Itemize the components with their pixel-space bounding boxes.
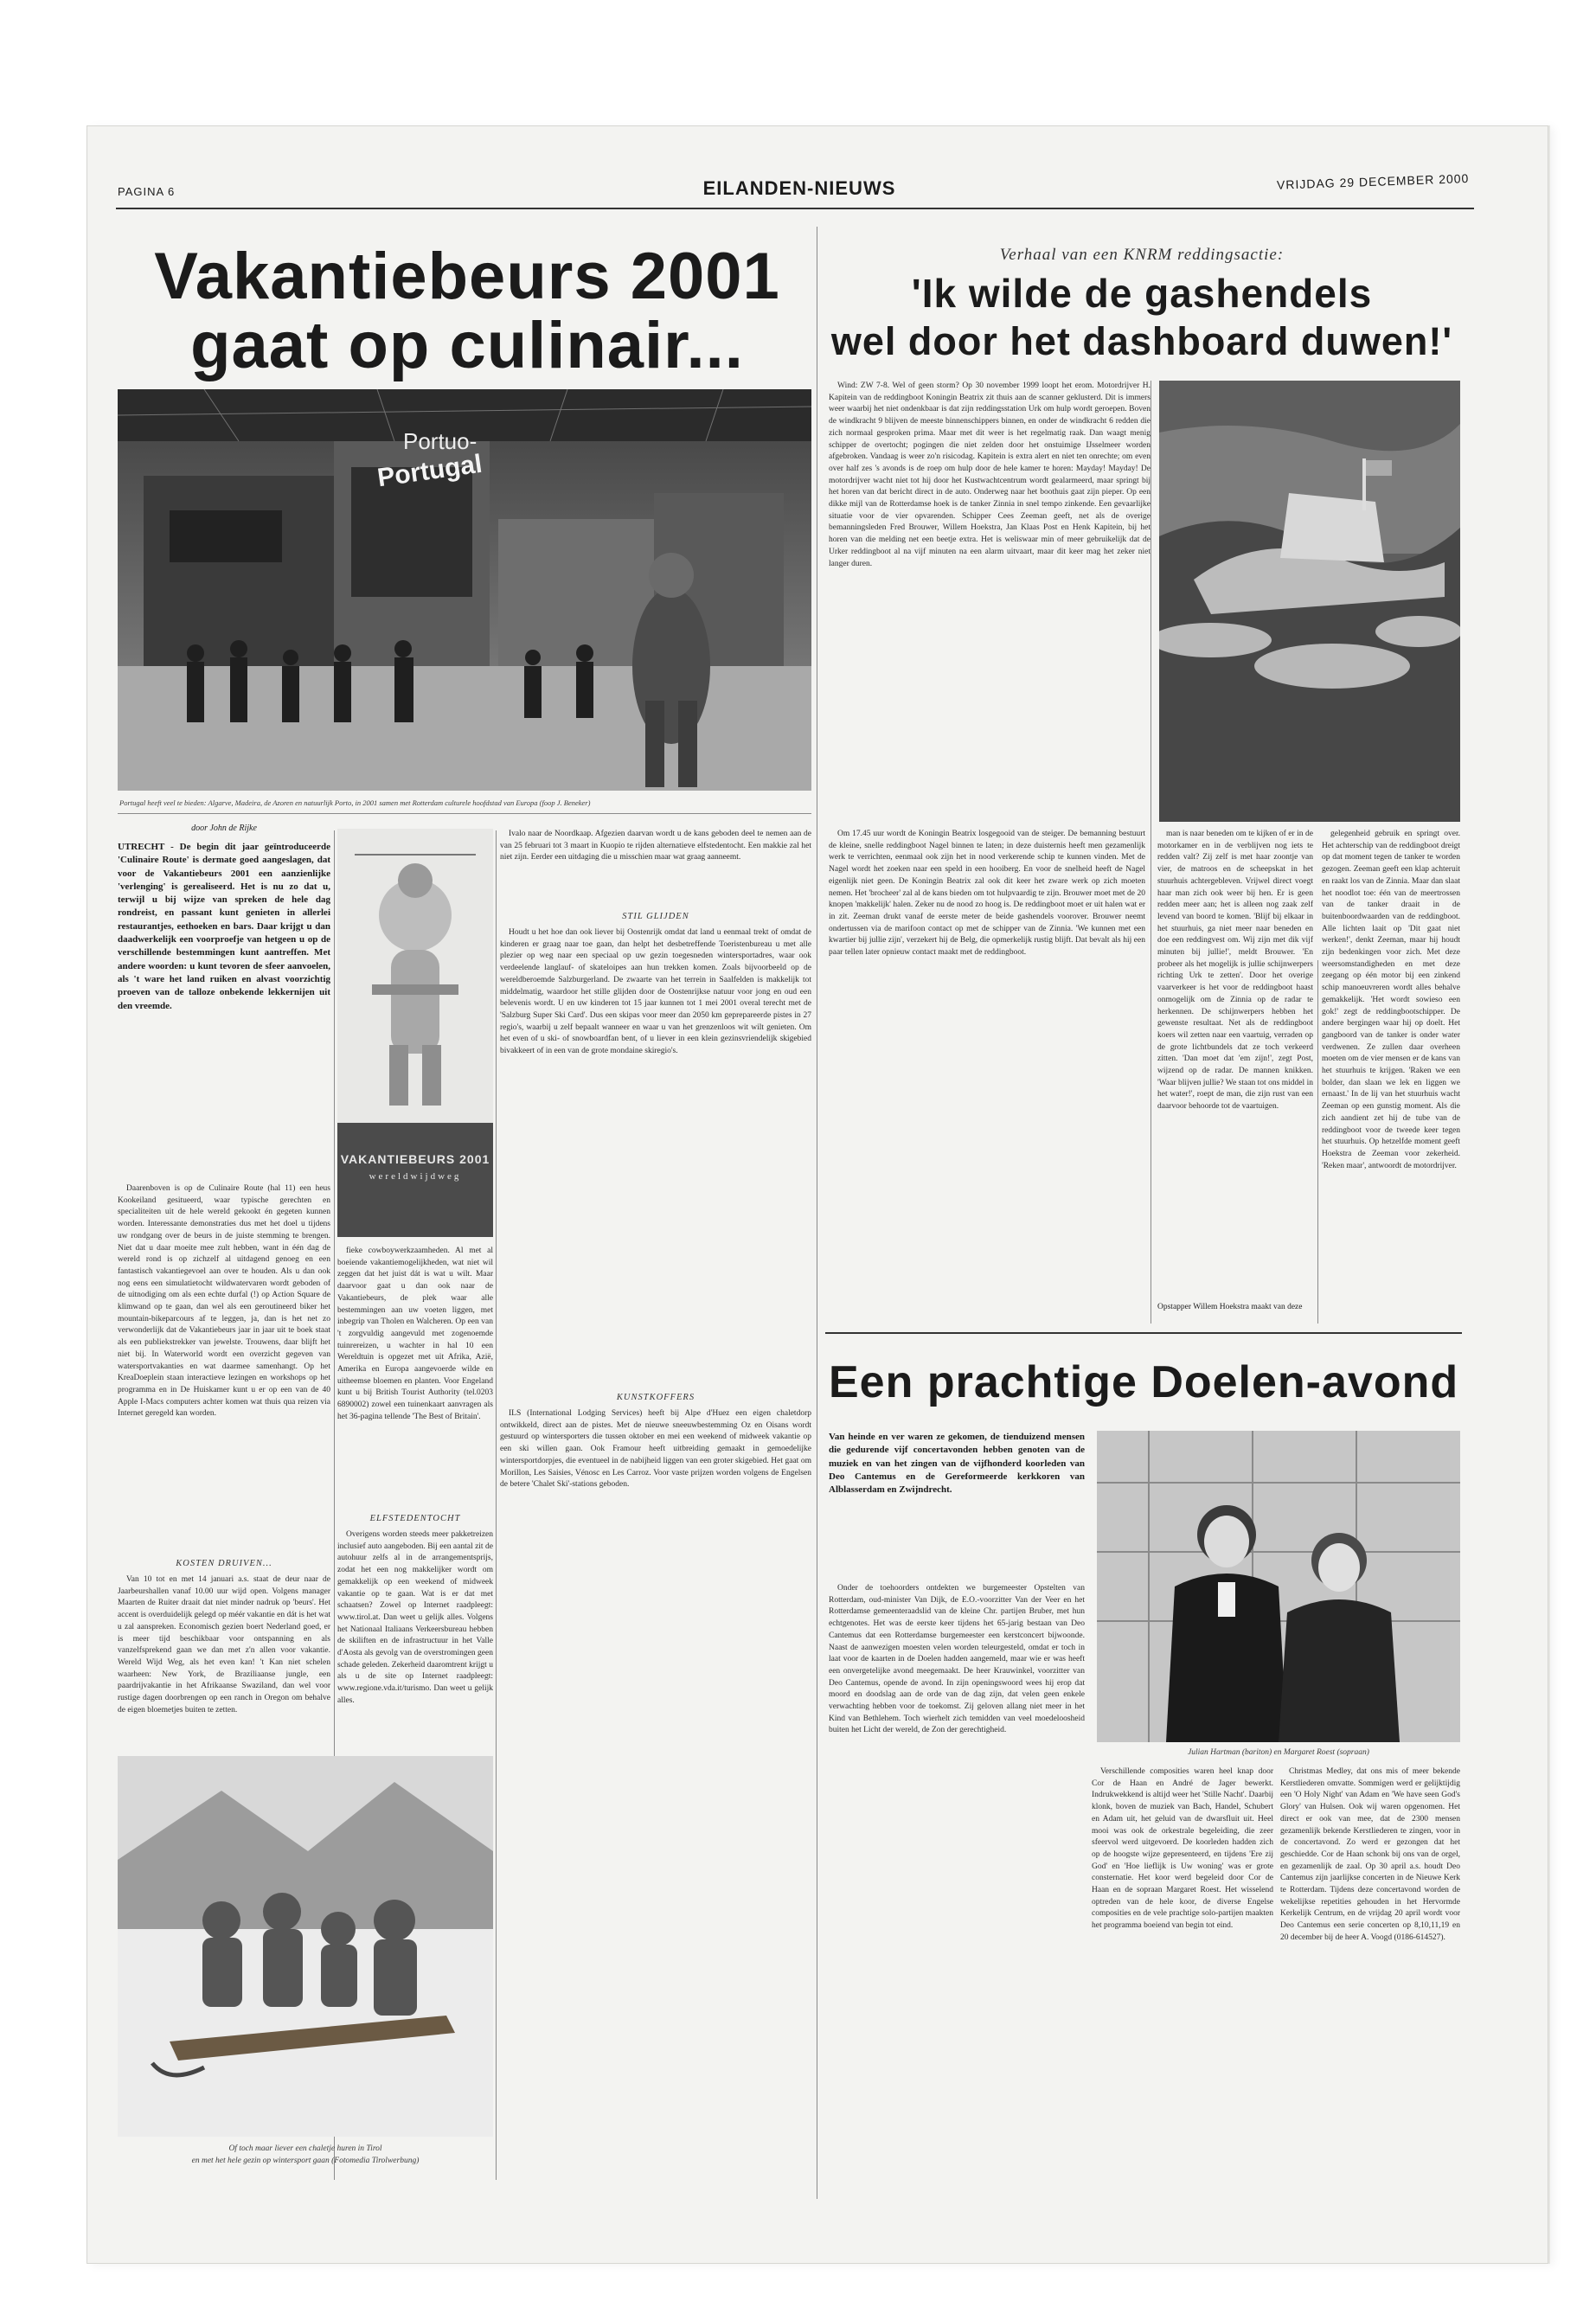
headline-doelen: Een prachtige Doelen-avond: [829, 1357, 1459, 1407]
body-text-col2: [337, 1246, 493, 1507]
vakantiebeurs-ad: [337, 829, 493, 1237]
headline-right-line1: 'Ik wilde de gashendels: [911, 271, 1373, 316]
headline-right-line2: wel door het dashboard duwen!': [830, 319, 1453, 363]
subhead-stil-glijden: STIL GLIJDEN: [622, 912, 689, 921]
photo-lifeboat: [1159, 381, 1460, 822]
body-text-col3: [500, 829, 811, 907]
byline: door John de Rijke: [191, 824, 257, 833]
body-text-col1: [118, 1183, 330, 1554]
headline-left-line1: Vakantiebeurs 2001: [154, 240, 780, 313]
knrm-body-col4: [1322, 829, 1460, 1296]
doelen-lead: Van heinde en ver waren ze gekomen, de tienduizend mensen die gedurende vijf concertavonden hebben genoten van de muziek en van het zingen van de vijfhonderd koorleden van Deo Cantemus en de Gereformeerde kerkkoren van Alblasserdam en Zwijndrecht.: [829, 1432, 1085, 1496]
ad-subtitle: wereldwijdweg: [369, 1171, 462, 1182]
knrm-signoff: Opstapper Willem Hoekstra maakt van deze: [1157, 1303, 1303, 1311]
mascot-illustration: [337, 829, 493, 1123]
caption-credit: (foop J. Beneker): [539, 798, 591, 807]
caption-credit: (Fotomedia Tirolwerbung): [331, 2157, 420, 2165]
kicker: Verhaal van een KNRM reddingsactie:: [999, 246, 1285, 264]
subhead-elfstedentocht: ELFSTEDENTOCHT: [369, 1514, 461, 1523]
caption-rule: [118, 813, 811, 814]
photo-trade-fair: [118, 389, 811, 791]
photo-caption-singers: Julian Hartman (bariton) en Margaret Roest (sopraan): [1188, 1748, 1369, 1757]
ad-title: VAKANTIEBEURS 2001: [340, 1152, 490, 1166]
body-text-col2b: [337, 1529, 493, 1747]
paragraph: Overigens worden steeds meer pakketreizen inclusief auto aangeboden. Bij een aantal zit de autohuur zelfs al in de arrangementsprijs, zodat het een nog makkelijker wordt om gemakkelijk op een weekend of midweek vakantie op te gaan. Wat is er dat met schaatsen? Zowel op Internet raadpleegt: www.tirol.at. Dan weet u gelijk alles. Volgens het Nationaal Italiaans Verkeersbureau hebben de skiliften en de infrastructuur in het Valle d'Aosta als gevolg van de overstromingen geen schade geleden. Zekerheid daaromtrent krijgt u als u de site op Internet raadpleegt: www.regione.vda.it/turismo. Dan weet u gelijk alles.: [337, 1530, 493, 1705]
page-label: PAGINA 6: [118, 185, 176, 198]
photo-caption-sled-1: Of toch maar liever een chaletje huren in Tirol: [228, 2144, 382, 2153]
caption-text: en met het hele gezin op wintersport gaan: [191, 2157, 330, 2165]
photo-caption-trade-fair: [119, 798, 811, 808]
paragraph: Ivalo naar de Noordkaap. Afgezien daarvan wordt u de kans geboden deel te nemen aan de van 25 februari tot 3 maart in Kuopio te rijden alternatieve elfstedentocht. Een makkie zal het niet zijn. Eerder een uitdaging die u misschien maar wat graag aanneemt.: [500, 830, 811, 862]
paragraph: fieke cowboywerkzaamheden. Al met al boeiende vakantiemogelijkheden, wat niet wil zeggen dat het juist dát is wat u wilt. Maar daarvoor gaat u dan ook naar de Vakantiebeurs, de plek waar alle bestemmingen aan uw voeten liggen, met inbegrip van Tholen en Walcheren. Op een van 't zorgvuldig aangevuld met zogenoemde tuinrereizen, u wachter in hal 10 een Wereldtuin is opgezet met uit Afrika, Azië, Amerika en Europa aangevoerde wilde en uitheemse bloemen en planten. Voor Engeland kunt u bij British Tourist Authority (tel.0203 6890002) zowel een tuinenkaart aanvragen als het 36-pagina tellende 'The Best of Britain'.: [337, 1247, 493, 1421]
header-rule: [116, 208, 1474, 209]
paragraph: ILS (International Lodging Services) heeft bij Alpe d'Huez een eigen chaletdorp ontwikkeld, direct aan de pistes. Met de nieuwe sneeuwbestemming Oz en Oisans wordt gestuurd op wintersporters die tussen oktober en mei een weekend of midweek vakantie op een ski willen gaan. Ook Framour heeft uitbreiding gemaakt in gemoedelijke wintersportdorpjes, die eventueel in de nabijheid liggen van een groter skigebied. Het gaat om Morillon, Les Saisies, Vénosc en Les Carroz. Voor vaste prijzen worden volgens de Engelsen de betere 'Chalet Ski'-stations geboden.: [500, 1409, 811, 1490]
body-text-col3b: [500, 927, 811, 1386]
subhead-kunstkoffers: KUNSTKOFFERS: [616, 1393, 695, 1402]
photo-family-sled: [118, 1756, 493, 2137]
knrm-body-col2: [829, 829, 1145, 1313]
paragraph: gelegenheid gebruik en springt over. Het achterschip van de reddingboot dreigt op dat moment tegen de tanker te worden gezogen. Zeeman geeft een klap achteruit en raakt los van de Zinnia. Maar dan slaat het noodlot toe: één van de meertrossen van de tanker draait in de buitenboordwaarden van de reddingboot. Alle lichten laait op 'Dit gaat niet werken!', denkt Zeeman, maar hij houdt zijn bedenkingen voor zich. Met deze weersomstandigheden en met deze zeegang op één motor bij een zinkend schip manoeuvreren wordt alles behalve gemakkelijk. 'Het wordt sowieso een gok!' zegt de reddingbootschipper. De andere bergingen waar hij op doelt. Het gangboord van de tanker is onder water verdwenen. Ze zullen daar overheen moeten om de vier mensen er de kans van het stuurhuis te krijgen. 'Raken we een bolder, dan slaan we lek en liggen we ernaast.' In de lij van het stuurhuis wacht Zeeman op een gunstig moment. Als die zich aandient zet hij de tube van de reddingboot voor de tweede keer tegen het stuurhuis. Op hetzelfde moment geeft Hoekstra de Zeeman voor zekerheid. 'Reken maar', antwoordt de motordrijver.: [1322, 830, 1460, 1170]
caption-text: Portugal heeft veel te bieden: Algarve, Madeira, de Azoren en natuurlijk Porto, in 2001 samen met Rotterdam culturele hoofdstad van Europa: [119, 798, 538, 807]
photo-caption-sled-2: [118, 2156, 493, 2166]
photo-singers: [1097, 1431, 1460, 1742]
sign-portuo: Portuo-: [403, 428, 478, 454]
paragraph: man is naar beneden om te kijken of er in de motorkamer en in de verblijven nog iets te redden valt? Zij zelf is met haar zoontje van vier, de matroos en de scheepskat in het stuurhuis achtergebleven. Vrijwel direct voegt haar man zich ook weer bij hen. Er is geen redden meer aan; het is alleen nog zaak zelf levend van boord te komen. 'Blijf bij elkaar in het stuurhuis, ga niet meer naar beneden en doe een reddingvest om. Wij zijn met dik vijf minuten bij jullie!', meldt Brouwer. 'En probeer als het mogelijk is jullie schijnwerpers richting Urk te zetten'. Door het overige vaarverkeer is het voor de reddingboot haast onmogelijk om de Zinnia op de radar te herkennen. De schijnwerpers hebben het gewenste resultaat. Net als de reddingboot koers wil zetten naar een vaartuig, verraden op de grote lichtbundels dat ze toch verkeerd zitten. 'Dan moet dat 'em zijn!', zegt Post, wijzend op de radar. De mannen knikken. 'Waar blijven jullie? We staan tot ons middel in het water!', roept de man, die zijn rust van een daarvoor behoorde tot de vaartuigen.: [1157, 830, 1313, 1112]
lead-paragraph: UTRECHT - De begin dit jaar geïntroduceerde 'Culinaire Route' is dermate goed aangeslagen, dat voor de Vakantiebeurs 2001 een aanzienlijke 'verlenging' is gerealiseerd. Het is nu zo dat u, terwijl u bij wijze van spreken de hele dag rondreist, en passant kunt genieten in allerlei restaurantjes, eethoeken en bars. Daar krijgt u dan daadwerkelijk een voorproefje van hetgeen u op de verschillende bestemmingen kunt aantreffen. Met andere woorden: u kunt tevoren de sfeer aanvoelen, als 't ware het land ruiken en alvast voorzichtig proeven van de talloze onbekende lekkernijen uit den vreemde.: [118, 842, 330, 1011]
paragraph: Daarenboven is op de Culinaire Route (hal 11) een heus Kookeiland gesitueerd, waar typische gerechten en specialiteiten uit de hele wereld gekookt én gegeten kunnen worden. Interessante demonstraties dus met het doel u tijdens uw rondgang over de beurs in de juiste stemming te brengen. Niet dat u daar moeite mee zult hebben, want in één dag de wereld rond is op zichzelf al uitdagend genoeg en een fantastisch vakantiegevoel aan over te houden. Als u dan ook nog eens een simulatietocht wildwatervaren wordt geboden of de uitnodiging om als een echte durfal (!) op Action Square de klimwand op te gaan, dan wel als een geroutineerd biker het mountain-bikeparcours af te leggen, ja, dan is het net zo verwonderlijk dat de Vakantiebeurs jaar in jaar uit te boek staat als een publiekstrekker van jewelste. Trouwens, daar blijft het niet bij. In Waterworld wordt een overzicht gegeven van watersportvakanties en wat daarmee samenhangt. Op het KreaDoeplein staan interactieve lezingen en workshops op het programma en in De Huiskamer kunt u er op een van de 40 Apple I-Macs computers achter komen wat thuis qua reizen via Internet geregeld kan worden.: [118, 1184, 330, 1419]
singers-illustration: [1097, 1431, 1460, 1742]
sign-portugal: Portugal: [375, 449, 484, 493]
paragraph: Verschillende composities waren heel knap door Cor de Haan en André de Jager bewerkt. Indrukwekkend is altijd weer het 'Stille Nacht'. Daarbij klonk, boven de muziek van Bach, Handel, Schubert en Adam uit, het geluid van de dwarsfluit uit. Heel mooi was ook de orkestrale begeleiding, die zeer sfeervol werd uitgevoerd. De koorleden hadden zich op de hoogste wijze gepresenteerd, en tijdens 'Ere zij God' en 'Hoe lieflijk is Uw woning' was er grote consternatie. Het koor werd begeleid door Cor de Haan en de sopraan Margaret Roest. Het wisselend optreden van de hele koor, de diverse Engelse composities en de vele prachtige solo-partijen maakten het programma boeiend van begin tot eind.: [1092, 1767, 1273, 1931]
knrm-body-col1: [829, 381, 1151, 824]
subhead-kosten: KOSTEN DRUIVEN...: [176, 1559, 272, 1568]
doelen-body-col3: [1280, 1766, 1460, 2180]
ad-banner: [337, 1123, 493, 1237]
section-rule: [825, 1332, 1462, 1334]
column-divider: [496, 830, 497, 2180]
paragraph: Om 17.45 uur wordt de Koningin Beatrix losgegooid van de steiger. De bemanning bestuurt de kleine, snelle reddingboot Nagel binnen te laten; in deze duisternis heeft men gezamenlijk werk te verrichten, eenmaal ook zijn het in nood verkerende schip te kunnen vinden. Met de Nagel wordt het zoeken naar een speld in een hooiberg. En voor de snelheid heeft de Nagel eigenlijk niet geen. De Koningin Beatrix zal ook dit keer het zware werk op zich moeten nemen. Het 'brocheer' zal al de kans bieden om tot hulpvaardig te zijn. Brouwer moet met de 20 knopen 'makkelijk' halen. Zeker nu de nood zo hoog is. De reddingboot moet er uit halen wat er in zit. Zeeman drukt vanaf de eerste meter de beide gashendels voorover. Brouwer neemt ondertussen via de marifoon contact op met de schipper van de Zinnia. 'We kunnen met een kwartier bij jullie zijn', verzekert hij de Belg, die opmerkelijk rustig blijft. Dat bevalt als hij een paar tellen later opnieuw contact maakt met de reddingboot.: [829, 830, 1145, 958]
body-text-col3c: [500, 1408, 811, 2180]
paragraph: Wind: ZW 7-8. Wel of geen storm? Op 30 november 1999 loopt het erom. Motordrijver H. Kapitein van de reddingboot Koningin Beatrix zit thuis aan de scanner geklusterd. Dit is immers weer waarbij het niet ondenkbaar is dat zijn reddingsstation Urk om hulp wordt geroepen. Boven de windkracht 9 blijven de meeste binnenschippers binnen, en onder de windkracht 6 redden die zich normaal gesproken prima. Maar met dit weer is het regelmatig raak. Dan waagt menig schipper de overtocht; pogingen die niet zelden door het onstuimige IJsselmeer worden afgebroken. Vandaag is weer zo'n risicodag. Kapitein is extra alert en niet ten onrechte; om even over half zes 's avonds is de roep om hulp door de hele kamer te horen: Mayday! Mayday! De motordrijver wacht niet tot hij door het Kustwachtcentrum wordt gealarmeerd, maar springt bij het horen van dat bericht direct in de auto. Onderweg naar het boothuis gaat zijn pieper. Op een dikke mijl van de Rotterdamse hoek is de tanker Zinnia in snel tempo zinkende. Een gevaarlijke situatie voor de vier opvarenden. Schipper Cees Zeeman geeft, net als de overige bemanningsleden Fred Brouwer, Willem Hoekstra, Jan Klaas Post en Henk Kapitein, bij het horen van die melding net een beetje extra. Het is weliswaar min of meer gebruikelijk dat de Urker reddingboot al na vijf minuten na een alarm uitvaart, maar dit keer mag het zeker niet langer duren.: [829, 381, 1151, 568]
paragraph: Houdt u het hoe dan ook liever bij Oostenrijk omdat dat land u eenmaal trekt of omdat de kinderen er graag naar toe gaan, dan helpt het desbetreffende Toeristenbureau u met alle plezier op weg naar een speciaal op uw gezin toegesneden wintersportadres, waar ook verdeelende langlauf- of skateloipes aan hun trekken komen. Zoals bijvoorbeeld op de wereldberoemde Salzburgerland. De zwaarte van het terrein in Saalfelden is makkelijk tot middelmatig, waardoor het stille glijden door de Oostenrijkse natuur voor jong en oud een belevenis wordt. U en uw kinderen tot 15 jaar kunnen tot 1 mei 2001 overal terecht met de 'Salzburg Super Ski Card'. Dus een skipas voor meer dan 2050 km geprepareerde pistes in 27 regio's, waarbij u zelf bepaalt wanneer en waar u van het grenzenloos wit wilt genieten. Om het even of u ski- of snowboardfan bent, of u liever in een klein gezinsvriendelijk skigebied bivakkeert of in een van de grote mondaine skiregio's.: [500, 928, 811, 1056]
headline-left-line2: gaat op culinair...: [190, 309, 744, 382]
knrm-body-col3: [1157, 829, 1313, 1313]
paragraph: Van 10 tot en met 14 januari a.s. staat de deur naar de Jaarbeurshallen vanaf 10.00 uur wijd open. Volgens manager Maarten de Ruiter draait dat niet minder nadruk op 'beurs'. Het accent is overduidelijk gelegd op méér vakantie en dát is het wat u zal aanspreken. Economisch gezien boert Nederland goed, er is meer tijd beschikbaar voor ontspanning en als vanzelfsprekend gaan we dan met z'n allen voor vakantie. Wereld Wijd Weg, als het even kan! 't Kan niet schelen waarheen: New York, de Braziliaanse jungle, een paardrijvakantie in het Afrikaanse Swaziland, dan wel voor rustige dagen doorbrengen op een ranch in Oregon om behalve de eigen bloemetjes buiten te zetten.: [118, 1575, 330, 1715]
issue-date: VRIJDAG 29 DECEMBER 2000: [1276, 171, 1470, 192]
paragraph: Onder de toehoorders ontdekten we burgemeester Opstelten van Rotterdam, oud-minister Van Dijk, de E.O.-voorzitter Van der Veer en het Rotterdamse gemeenteraadslid van de kleine Chr. partijen Bruber, met hun echtgenotes. Het was de eerste keer tijdens het 65-jarig bestaan van Deo Cantemus dat een Rotterdamse burgemeester een kerstconcert bijwoonde. Naast de aanwezigen moesten velen worden teleurgesteld, omdat er toch in laat voor de kaarten in de Doelen hadden aangemeld, maar wie er was heeft een onvergetelijke avond meegemaakt. De heer Krauwinkel, voorzitter van Deo Cantemus, opende de avond. In zijn openingswoord wees hij erop dat moord en doodslag aan de orde van de dag zijn, dat velen geen enkele verwachting hebben voor de toekomst. Zij geloven allang niet meer in het Kind van Bethlehem. Toch wierhelt zich temidden van veel moedeloosheid buiten het Licht der wereld, de Zon der gerechtigheid.: [829, 1584, 1085, 1735]
masthead: EILANDEN-NIEUWS: [702, 177, 896, 199]
lifeboat-illustration: [1159, 381, 1460, 822]
body-text-col1b: [118, 1574, 330, 1747]
column-divider: [1317, 960, 1318, 1324]
doelen-body-col1: [829, 1583, 1085, 2180]
sled-illustration: [118, 1756, 493, 2137]
doelen-body-col2: [1092, 1766, 1273, 2180]
paragraph: Christmas Medley, dat ons mis of meer bekende Kerstliederen omvatte. Sommigen werd er gelijktijdig een 'O Holy Night' van Adam en 'We have seen God's Glory' van Hulsen. Ook wij waren opgenomen. Het direct er ook van mee, dat de 2300 mensen gezamenlijk bekende Kerstliederen te zingen, voor in de concertavond. Zo werd er gezongen dat het geschiedde. Cor de Haan schonk bij ons van de orgel, en gezamenlijk de zaal. Op 30 april a.s. houdt Deo Cantemus zijn jaarlijkse concerten in de Nieuwe Kerk te Rotterdam. Tijdens deze concertavond worden de wekelijkse repetities gehouden in het Hervormde Kerkelijk Centrum, en de vrijdag 20 april wordt voor Deo Cantemus een serie concerten op 8,10,11,19 en 20 december bij de heer A. Voogd (0186-614527).: [1280, 1767, 1460, 1942]
